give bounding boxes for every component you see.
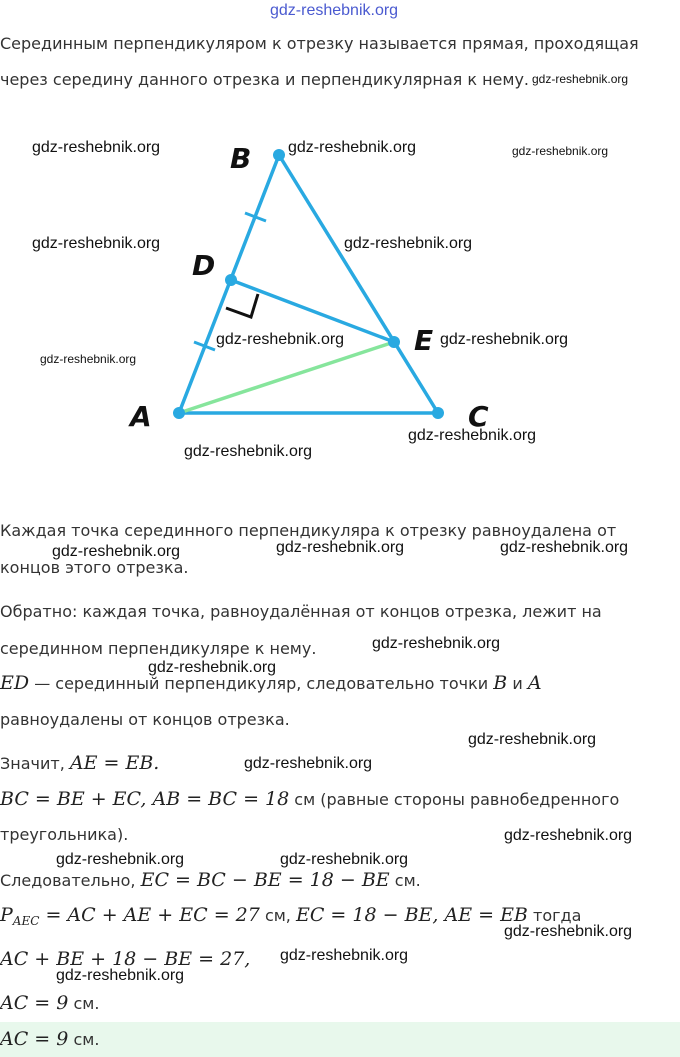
watermark: gdz-reshebnik.org	[532, 72, 629, 86]
watermark: gdz-reshebnik.org	[280, 851, 409, 868]
converse-line-2: серединном перпендикуляре к нему.	[0, 639, 317, 658]
watermark: gdz-reshebnik.org	[372, 635, 501, 652]
math-sum: AC + BE + 18 − BE = 27,	[0, 948, 251, 970]
math-final: AC = 9	[0, 1028, 69, 1050]
point-e	[388, 336, 400, 348]
watermark: gdz-reshebnik.org	[32, 139, 161, 156]
watermark: gdz-reshebnik.org	[440, 331, 569, 348]
point-b	[273, 149, 285, 161]
watermark: gdz-reshebnik.org	[56, 851, 185, 868]
watermark: gdz-reshebnik.org	[32, 235, 161, 252]
unit-cm: см.	[394, 871, 421, 890]
math-a: A	[527, 672, 542, 694]
right-angle-mark	[226, 294, 258, 317]
watermark: gdz-reshebnik.org	[408, 427, 537, 444]
watermark: gdz-reshebnik.org	[56, 967, 185, 984]
definition-line-1: Серединным перпендикуляром к отрезку называется прямая, проходящая	[0, 34, 639, 53]
math-perimeter: $P_{AEC}$ = AC + AE + EC = 27	[0, 904, 260, 928]
bc-text: см (равные стороны равнобедренного	[294, 790, 620, 809]
point-c	[432, 407, 444, 419]
label-d: D	[192, 249, 216, 282]
final-answer	[0, 1028, 99, 1051]
watermark: gdz-reshebnik.org	[40, 352, 137, 366]
math-ac: AC = 9	[0, 992, 69, 1014]
segment-ae	[179, 342, 394, 413]
solution-bc-line	[0, 788, 619, 811]
watermark: gdz-reshebnik.org	[512, 144, 609, 158]
converse-line-1: Обратно: каждая точка, равноудалённая от концов отрезка, лежит на	[0, 602, 602, 621]
side-bc	[279, 155, 438, 413]
watermark: gdz-reshebnik.org	[148, 659, 277, 676]
therefore-word: Следовательно,	[0, 871, 136, 890]
label-c: C	[468, 400, 489, 433]
solution-ed-line	[0, 672, 542, 695]
unit-cm-comma: см,	[264, 906, 291, 925]
watermark: gdz-reshebnik.org	[468, 731, 597, 748]
label-b: B	[230, 142, 252, 175]
point-a	[173, 407, 185, 419]
math-ec-ae: EC = 18 − BE, AE = EB	[295, 904, 528, 926]
watermark: gdz-reshebnik.org	[504, 923, 633, 940]
watermark: gdz-reshebnik.org	[344, 235, 473, 252]
label-a: A	[130, 400, 152, 433]
watermark: gdz-reshebnik.org	[288, 139, 417, 156]
solution-therefore-line	[0, 869, 421, 892]
solution-ed-line-2: равноудалены от концов отрезка.	[0, 710, 290, 729]
solution-hence-line	[0, 752, 159, 775]
label-e: E	[414, 324, 434, 357]
solution-perimeter-line	[0, 904, 581, 932]
top-watermark: gdz-reshebnik.org	[270, 2, 399, 19]
solution-ac-line	[0, 992, 99, 1015]
math-ed: ED	[0, 672, 30, 694]
watermark: gdz-reshebnik.org	[500, 539, 629, 556]
math-b: B	[493, 672, 508, 694]
final-answer-box	[0, 1022, 680, 1057]
math-ae-eq: AE = EB.	[69, 752, 160, 774]
point-d	[225, 274, 237, 286]
unit-cm: см.	[73, 994, 100, 1013]
watermark: gdz-reshebnik.org	[276, 539, 405, 556]
watermark: gdz-reshebnik.org	[184, 443, 313, 460]
hence-word: Значит,	[0, 754, 65, 773]
math-ec: EC = BC − BE = 18 − BE	[140, 869, 390, 891]
unit-cm: см.	[73, 1030, 100, 1049]
solution-bc-line-2: треугольника).	[0, 825, 129, 844]
watermark: gdz-reshebnik.org	[504, 827, 633, 844]
watermark: gdz-reshebnik.org	[280, 947, 409, 964]
watermark: gdz-reshebnik.org	[216, 331, 345, 348]
theorem-line-1: Каждая точка серединного перпендикуляра к отрезку равноудалена от	[0, 521, 617, 540]
theorem-line-2: концов этого отрезка.	[0, 558, 189, 577]
then-word: тогда	[533, 906, 582, 925]
watermark: gdz-reshebnik.org	[52, 543, 181, 560]
and-word: и	[512, 674, 523, 693]
math-bc: BC = BE + EC, AB = BC = 18	[0, 788, 290, 810]
watermark: gdz-reshebnik.org	[244, 755, 373, 772]
ed-text: — серединный перпендикуляр, следовательно точки	[34, 674, 489, 693]
definition-line-2: через середину данного отрезка и перпендикулярная к нему.	[0, 70, 530, 89]
